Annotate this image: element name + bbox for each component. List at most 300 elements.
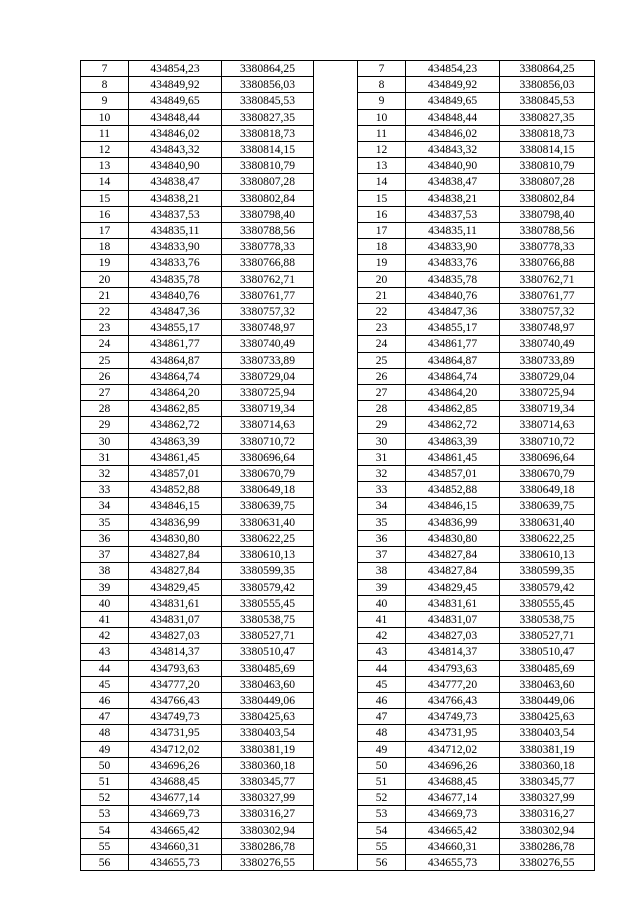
table-row <box>81 320 595 336</box>
column-gap <box>314 417 358 433</box>
right-point-number-cell: 42 <box>358 628 406 644</box>
column-gap <box>314 514 358 530</box>
right-point-number-cell: 19 <box>358 255 406 271</box>
right-point-number-cell: 36 <box>358 530 406 546</box>
left-point-number-cell: 16 <box>81 206 129 222</box>
right-x-coordinate-cell: 434861,45 <box>406 449 500 465</box>
left-y-coordinate-cell: 3380631,40 <box>222 514 314 530</box>
right-x-coordinate-cell: 434837,53 <box>406 206 500 222</box>
right-y-coordinate-cell: 3380714,63 <box>500 417 595 433</box>
left-point-number-cell: 56 <box>81 854 129 870</box>
right-point-number-cell: 28 <box>358 401 406 417</box>
left-x-coordinate-cell: 434655,73 <box>129 854 222 870</box>
left-x-coordinate-cell: 434830,80 <box>129 530 222 546</box>
right-point-number-cell: 50 <box>358 757 406 773</box>
left-x-coordinate-cell: 434862,72 <box>129 417 222 433</box>
left-x-coordinate-cell: 434712,02 <box>129 741 222 757</box>
table-row <box>81 644 595 660</box>
right-x-coordinate-cell: 434827,03 <box>406 628 500 644</box>
right-point-number-cell: 25 <box>358 352 406 368</box>
left-x-coordinate-cell: 434864,74 <box>129 368 222 384</box>
table-row <box>81 287 595 303</box>
right-point-number-cell: 37 <box>358 547 406 563</box>
right-x-coordinate-cell: 434660,31 <box>406 838 500 854</box>
left-y-coordinate-cell: 3380302,94 <box>222 822 314 838</box>
left-x-coordinate-cell: 434665,42 <box>129 822 222 838</box>
right-point-number-cell: 43 <box>358 644 406 660</box>
right-point-number-cell: 13 <box>358 158 406 174</box>
right-y-coordinate-cell: 3380327,99 <box>500 790 595 806</box>
left-x-coordinate-cell: 434835,78 <box>129 271 222 287</box>
right-point-number-cell: 30 <box>358 433 406 449</box>
coordinates-table <box>80 60 595 871</box>
column-gap <box>314 563 358 579</box>
right-point-number-cell: 46 <box>358 692 406 708</box>
left-y-coordinate-cell: 3380579,42 <box>222 579 314 595</box>
left-point-number-cell: 31 <box>81 449 129 465</box>
right-x-coordinate-cell: 434864,20 <box>406 385 500 401</box>
table-row <box>81 838 595 854</box>
right-point-number-cell: 26 <box>358 368 406 384</box>
right-y-coordinate-cell: 3380425,63 <box>500 709 595 725</box>
left-y-coordinate-cell: 3380610,13 <box>222 547 314 563</box>
table-row <box>81 158 595 174</box>
left-y-coordinate-cell: 3380276,55 <box>222 854 314 870</box>
right-y-coordinate-cell: 3380316,27 <box>500 806 595 822</box>
left-point-number-cell: 35 <box>81 514 129 530</box>
column-gap <box>314 125 358 141</box>
right-x-coordinate-cell: 434793,63 <box>406 660 500 676</box>
left-point-number-cell: 38 <box>81 563 129 579</box>
table-row <box>81 628 595 644</box>
left-point-number-cell: 9 <box>81 93 129 109</box>
left-point-number-cell: 55 <box>81 838 129 854</box>
table-row <box>81 142 595 158</box>
left-y-coordinate-cell: 3380864,25 <box>222 61 314 77</box>
right-x-coordinate-cell: 434833,90 <box>406 239 500 255</box>
right-y-coordinate-cell: 3380485,69 <box>500 660 595 676</box>
column-gap <box>314 579 358 595</box>
left-point-number-cell: 18 <box>81 239 129 255</box>
column-gap <box>314 142 358 158</box>
right-y-coordinate-cell: 3380761,77 <box>500 287 595 303</box>
left-point-number-cell: 41 <box>81 611 129 627</box>
right-x-coordinate-cell: 434864,74 <box>406 368 500 384</box>
table-row <box>81 190 595 206</box>
left-x-coordinate-cell: 434688,45 <box>129 773 222 789</box>
right-point-number-cell: 20 <box>358 271 406 287</box>
right-x-coordinate-cell: 434677,14 <box>406 790 500 806</box>
left-point-number-cell: 40 <box>81 595 129 611</box>
table-row <box>81 61 595 77</box>
left-x-coordinate-cell: 434833,76 <box>129 255 222 271</box>
left-y-coordinate-cell: 3380381,19 <box>222 741 314 757</box>
left-y-coordinate-cell: 3380710,72 <box>222 433 314 449</box>
column-gap <box>314 547 358 563</box>
right-y-coordinate-cell: 3380527,71 <box>500 628 595 644</box>
left-x-coordinate-cell: 434843,32 <box>129 142 222 158</box>
table-row <box>81 385 595 401</box>
left-y-coordinate-cell: 3380345,77 <box>222 773 314 789</box>
left-x-coordinate-cell: 434836,99 <box>129 514 222 530</box>
left-y-coordinate-cell: 3380740,49 <box>222 336 314 352</box>
left-x-coordinate-cell: 434861,45 <box>129 449 222 465</box>
left-x-coordinate-cell: 434766,43 <box>129 692 222 708</box>
column-gap <box>314 271 358 287</box>
left-x-coordinate-cell: 434777,20 <box>129 676 222 692</box>
left-x-coordinate-cell: 434847,36 <box>129 304 222 320</box>
right-point-number-cell: 44 <box>358 660 406 676</box>
left-y-coordinate-cell: 3380449,06 <box>222 692 314 708</box>
left-y-coordinate-cell: 3380463,60 <box>222 676 314 692</box>
table-row <box>81 806 595 822</box>
table-row <box>81 417 595 433</box>
right-point-number-cell: 18 <box>358 239 406 255</box>
column-gap <box>314 352 358 368</box>
left-x-coordinate-cell: 434749,73 <box>129 709 222 725</box>
column-gap <box>314 255 358 271</box>
right-x-coordinate-cell: 434857,01 <box>406 466 500 482</box>
right-point-number-cell: 48 <box>358 725 406 741</box>
right-x-coordinate-cell: 434830,80 <box>406 530 500 546</box>
left-point-number-cell: 26 <box>81 368 129 384</box>
column-gap <box>314 854 358 870</box>
right-x-coordinate-cell: 434855,17 <box>406 320 500 336</box>
left-y-coordinate-cell: 3380316,27 <box>222 806 314 822</box>
left-y-coordinate-cell: 3380403,54 <box>222 725 314 741</box>
table-row <box>81 709 595 725</box>
left-x-coordinate-cell: 434840,90 <box>129 158 222 174</box>
right-y-coordinate-cell: 3380670,79 <box>500 466 595 482</box>
left-y-coordinate-cell: 3380286,78 <box>222 838 314 854</box>
left-point-number-cell: 36 <box>81 530 129 546</box>
left-x-coordinate-cell: 434660,31 <box>129 838 222 854</box>
right-x-coordinate-cell: 434846,02 <box>406 125 500 141</box>
left-y-coordinate-cell: 3380761,77 <box>222 287 314 303</box>
table-row <box>81 692 595 708</box>
column-gap <box>314 401 358 417</box>
left-point-number-cell: 42 <box>81 628 129 644</box>
right-point-number-cell: 45 <box>358 676 406 692</box>
right-point-number-cell: 17 <box>358 223 406 239</box>
right-y-coordinate-cell: 3380403,54 <box>500 725 595 741</box>
right-x-coordinate-cell: 434862,85 <box>406 401 500 417</box>
right-x-coordinate-cell: 434827,84 <box>406 547 500 563</box>
right-y-coordinate-cell: 3380599,35 <box>500 563 595 579</box>
left-point-number-cell: 53 <box>81 806 129 822</box>
right-x-coordinate-cell: 434854,23 <box>406 61 500 77</box>
column-gap <box>314 806 358 822</box>
left-x-coordinate-cell: 434829,45 <box>129 579 222 595</box>
right-y-coordinate-cell: 3380798,40 <box>500 206 595 222</box>
left-y-coordinate-cell: 3380510,47 <box>222 644 314 660</box>
left-x-coordinate-cell: 434731,95 <box>129 725 222 741</box>
column-gap <box>314 174 358 190</box>
left-x-coordinate-cell: 434831,07 <box>129 611 222 627</box>
column-gap <box>314 482 358 498</box>
column-gap <box>314 628 358 644</box>
column-gap <box>314 498 358 514</box>
table-row <box>81 757 595 773</box>
left-y-coordinate-cell: 3380485,69 <box>222 660 314 676</box>
left-y-coordinate-cell: 3380856,03 <box>222 77 314 93</box>
right-point-number-cell: 14 <box>358 174 406 190</box>
right-y-coordinate-cell: 3380778,33 <box>500 239 595 255</box>
right-point-number-cell: 56 <box>358 854 406 870</box>
right-x-coordinate-cell: 434665,42 <box>406 822 500 838</box>
column-gap <box>314 709 358 725</box>
table-row <box>81 223 595 239</box>
left-y-coordinate-cell: 3380538,75 <box>222 611 314 627</box>
right-x-coordinate-cell: 434696,26 <box>406 757 500 773</box>
right-point-number-cell: 23 <box>358 320 406 336</box>
right-y-coordinate-cell: 3380802,84 <box>500 190 595 206</box>
right-y-coordinate-cell: 3380345,77 <box>500 773 595 789</box>
table-row <box>81 449 595 465</box>
right-x-coordinate-cell: 434712,02 <box>406 741 500 757</box>
left-y-coordinate-cell: 3380762,71 <box>222 271 314 287</box>
left-x-coordinate-cell: 434846,02 <box>129 125 222 141</box>
left-y-coordinate-cell: 3380649,18 <box>222 482 314 498</box>
right-y-coordinate-cell: 3380696,64 <box>500 449 595 465</box>
column-gap <box>314 790 358 806</box>
column-gap <box>314 190 358 206</box>
left-y-coordinate-cell: 3380639,75 <box>222 498 314 514</box>
right-x-coordinate-cell: 434827,84 <box>406 563 500 579</box>
right-y-coordinate-cell: 3380639,75 <box>500 498 595 514</box>
left-y-coordinate-cell: 3380798,40 <box>222 206 314 222</box>
left-point-number-cell: 22 <box>81 304 129 320</box>
left-point-number-cell: 49 <box>81 741 129 757</box>
left-x-coordinate-cell: 434861,77 <box>129 336 222 352</box>
table-row <box>81 206 595 222</box>
left-x-coordinate-cell: 434835,11 <box>129 223 222 239</box>
left-point-number-cell: 15 <box>81 190 129 206</box>
table-row <box>81 773 595 789</box>
table-row <box>81 725 595 741</box>
left-point-number-cell: 10 <box>81 109 129 125</box>
column-gap <box>314 676 358 692</box>
column-gap <box>314 725 358 741</box>
left-x-coordinate-cell: 434814,37 <box>129 644 222 660</box>
left-y-coordinate-cell: 3380599,35 <box>222 563 314 579</box>
column-gap <box>314 692 358 708</box>
right-point-number-cell: 9 <box>358 93 406 109</box>
left-y-coordinate-cell: 3380555,45 <box>222 595 314 611</box>
left-y-coordinate-cell: 3380733,89 <box>222 352 314 368</box>
left-x-coordinate-cell: 434849,65 <box>129 93 222 109</box>
left-x-coordinate-cell: 434848,44 <box>129 109 222 125</box>
left-point-number-cell: 47 <box>81 709 129 725</box>
table-row <box>81 579 595 595</box>
right-y-coordinate-cell: 3380610,13 <box>500 547 595 563</box>
left-point-number-cell: 13 <box>81 158 129 174</box>
left-x-coordinate-cell: 434669,73 <box>129 806 222 822</box>
left-y-coordinate-cell: 3380729,04 <box>222 368 314 384</box>
right-y-coordinate-cell: 3380538,75 <box>500 611 595 627</box>
left-point-number-cell: 34 <box>81 498 129 514</box>
left-point-number-cell: 33 <box>81 482 129 498</box>
left-x-coordinate-cell: 434862,85 <box>129 401 222 417</box>
column-gap <box>314 385 358 401</box>
left-y-coordinate-cell: 3380719,34 <box>222 401 314 417</box>
left-point-number-cell: 43 <box>81 644 129 660</box>
left-x-coordinate-cell: 434827,03 <box>129 628 222 644</box>
table-row <box>81 401 595 417</box>
table-row <box>81 255 595 271</box>
left-point-number-cell: 52 <box>81 790 129 806</box>
right-y-coordinate-cell: 3380719,34 <box>500 401 595 417</box>
right-y-coordinate-cell: 3380845,53 <box>500 93 595 109</box>
table-row <box>81 125 595 141</box>
table-row <box>81 304 595 320</box>
left-point-number-cell: 25 <box>81 352 129 368</box>
column-gap <box>314 611 358 627</box>
left-point-number-cell: 28 <box>81 401 129 417</box>
right-y-coordinate-cell: 3380631,40 <box>500 514 595 530</box>
left-y-coordinate-cell: 3380802,84 <box>222 190 314 206</box>
right-y-coordinate-cell: 3380286,78 <box>500 838 595 854</box>
left-point-number-cell: 39 <box>81 579 129 595</box>
right-point-number-cell: 40 <box>358 595 406 611</box>
right-x-coordinate-cell: 434862,72 <box>406 417 500 433</box>
right-x-coordinate-cell: 434731,95 <box>406 725 500 741</box>
left-point-number-cell: 29 <box>81 417 129 433</box>
right-y-coordinate-cell: 3380725,94 <box>500 385 595 401</box>
column-gap <box>314 595 358 611</box>
left-point-number-cell: 48 <box>81 725 129 741</box>
right-x-coordinate-cell: 434849,65 <box>406 93 500 109</box>
left-x-coordinate-cell: 434854,23 <box>129 61 222 77</box>
right-y-coordinate-cell: 3380807,28 <box>500 174 595 190</box>
table-row <box>81 482 595 498</box>
right-x-coordinate-cell: 434838,21 <box>406 190 500 206</box>
column-gap <box>314 304 358 320</box>
column-gap <box>314 741 358 757</box>
right-point-number-cell: 29 <box>358 417 406 433</box>
right-point-number-cell: 11 <box>358 125 406 141</box>
table-row <box>81 77 595 93</box>
column-gap <box>314 466 358 482</box>
column-gap <box>314 660 358 676</box>
left-y-coordinate-cell: 3380827,35 <box>222 109 314 125</box>
right-point-number-cell: 32 <box>358 466 406 482</box>
table-row <box>81 336 595 352</box>
right-x-coordinate-cell: 434847,36 <box>406 304 500 320</box>
left-point-number-cell: 27 <box>81 385 129 401</box>
column-gap <box>314 449 358 465</box>
right-x-coordinate-cell: 434829,45 <box>406 579 500 595</box>
right-y-coordinate-cell: 3380733,89 <box>500 352 595 368</box>
left-point-number-cell: 8 <box>81 77 129 93</box>
right-y-coordinate-cell: 3380449,06 <box>500 692 595 708</box>
column-gap <box>314 530 358 546</box>
right-point-number-cell: 35 <box>358 514 406 530</box>
right-x-coordinate-cell: 434843,32 <box>406 142 500 158</box>
right-x-coordinate-cell: 434831,61 <box>406 595 500 611</box>
left-y-coordinate-cell: 3380810,79 <box>222 158 314 174</box>
right-point-number-cell: 12 <box>358 142 406 158</box>
table-row <box>81 239 595 255</box>
right-point-number-cell: 7 <box>358 61 406 77</box>
table-row <box>81 854 595 870</box>
table-row <box>81 660 595 676</box>
right-point-number-cell: 47 <box>358 709 406 725</box>
left-x-coordinate-cell: 434838,47 <box>129 174 222 190</box>
right-x-coordinate-cell: 434669,73 <box>406 806 500 822</box>
left-point-number-cell: 19 <box>81 255 129 271</box>
column-gap <box>314 773 358 789</box>
left-point-number-cell: 30 <box>81 433 129 449</box>
right-y-coordinate-cell: 3380302,94 <box>500 822 595 838</box>
column-gap <box>314 223 358 239</box>
right-point-number-cell: 16 <box>358 206 406 222</box>
left-point-number-cell: 32 <box>81 466 129 482</box>
left-x-coordinate-cell: 434696,26 <box>129 757 222 773</box>
left-point-number-cell: 17 <box>81 223 129 239</box>
left-x-coordinate-cell: 434827,84 <box>129 563 222 579</box>
right-x-coordinate-cell: 434766,43 <box>406 692 500 708</box>
right-point-number-cell: 34 <box>358 498 406 514</box>
right-y-coordinate-cell: 3380381,19 <box>500 741 595 757</box>
left-x-coordinate-cell: 434849,92 <box>129 77 222 93</box>
right-x-coordinate-cell: 434749,73 <box>406 709 500 725</box>
table-row <box>81 741 595 757</box>
right-y-coordinate-cell: 3380729,04 <box>500 368 595 384</box>
left-x-coordinate-cell: 434833,90 <box>129 239 222 255</box>
right-x-coordinate-cell: 434861,77 <box>406 336 500 352</box>
left-x-coordinate-cell: 434857,01 <box>129 466 222 482</box>
left-y-coordinate-cell: 3380766,88 <box>222 255 314 271</box>
right-y-coordinate-cell: 3380818,73 <box>500 125 595 141</box>
right-point-number-cell: 24 <box>358 336 406 352</box>
right-point-number-cell: 10 <box>358 109 406 125</box>
right-y-coordinate-cell: 3380649,18 <box>500 482 595 498</box>
table-row <box>81 790 595 806</box>
left-y-coordinate-cell: 3380814,15 <box>222 142 314 158</box>
right-point-number-cell: 38 <box>358 563 406 579</box>
right-x-coordinate-cell: 434849,92 <box>406 77 500 93</box>
coordinates-table-body <box>81 61 595 871</box>
right-point-number-cell: 51 <box>358 773 406 789</box>
left-y-coordinate-cell: 3380845,53 <box>222 93 314 109</box>
column-gap <box>314 644 358 660</box>
right-x-coordinate-cell: 434846,15 <box>406 498 500 514</box>
left-y-coordinate-cell: 3380714,63 <box>222 417 314 433</box>
column-gap <box>314 838 358 854</box>
column-gap <box>314 433 358 449</box>
right-y-coordinate-cell: 3380788,56 <box>500 223 595 239</box>
right-y-coordinate-cell: 3380762,71 <box>500 271 595 287</box>
right-y-coordinate-cell: 3380766,88 <box>500 255 595 271</box>
left-point-number-cell: 45 <box>81 676 129 692</box>
left-x-coordinate-cell: 434837,53 <box>129 206 222 222</box>
left-x-coordinate-cell: 434863,39 <box>129 433 222 449</box>
right-y-coordinate-cell: 3380864,25 <box>500 61 595 77</box>
right-point-number-cell: 31 <box>358 449 406 465</box>
right-y-coordinate-cell: 3380856,03 <box>500 77 595 93</box>
left-x-coordinate-cell: 434864,87 <box>129 352 222 368</box>
table-row <box>81 271 595 287</box>
column-gap <box>314 158 358 174</box>
right-point-number-cell: 33 <box>358 482 406 498</box>
column-gap <box>314 320 358 336</box>
column-gap <box>314 109 358 125</box>
right-x-coordinate-cell: 434688,45 <box>406 773 500 789</box>
right-point-number-cell: 22 <box>358 304 406 320</box>
left-point-number-cell: 24 <box>81 336 129 352</box>
table-row <box>81 611 595 627</box>
